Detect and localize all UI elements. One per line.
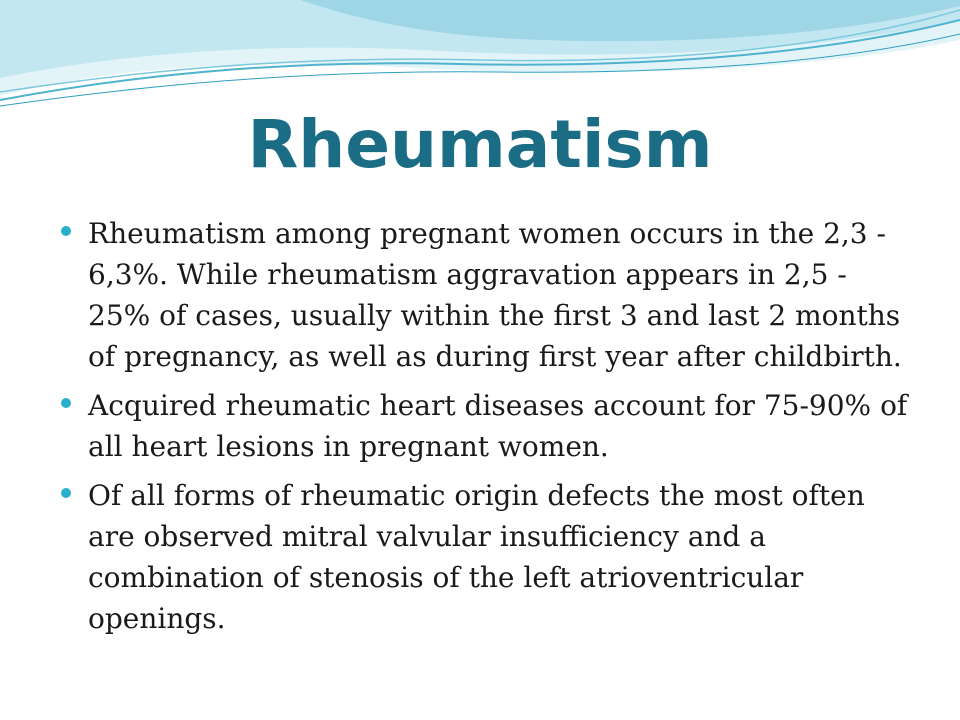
bullet-dot-icon [61, 398, 71, 408]
bullet-item [0, 385, 960, 467]
bullet-item [0, 213, 960, 377]
slide-title: Rheumatism [247, 106, 713, 183]
bullet-text: Acquired rheumatic heart diseases account for 75-90% of all heart lesions in pregnant women. [88, 389, 908, 463]
bullet-dot-icon [61, 488, 71, 498]
bullet-text: Rheumatism among pregnant women occurs in the 2,3 - 6,3%. While rheumatism aggravation appears in 2,5 - 25% of cases, usually within the first 3 and last 2 months of pregnancy, as well as during first year after childbirth. [88, 217, 902, 373]
bullet-dot-icon [61, 226, 71, 236]
bullet-item [0, 475, 960, 639]
bullet-list [0, 213, 960, 647]
bullet-text: Of all forms of rheumatic origin defects the most often are observed mitral valvular insufficiency and a combination of stenosis of the left atrioventricular openings. [88, 479, 865, 635]
